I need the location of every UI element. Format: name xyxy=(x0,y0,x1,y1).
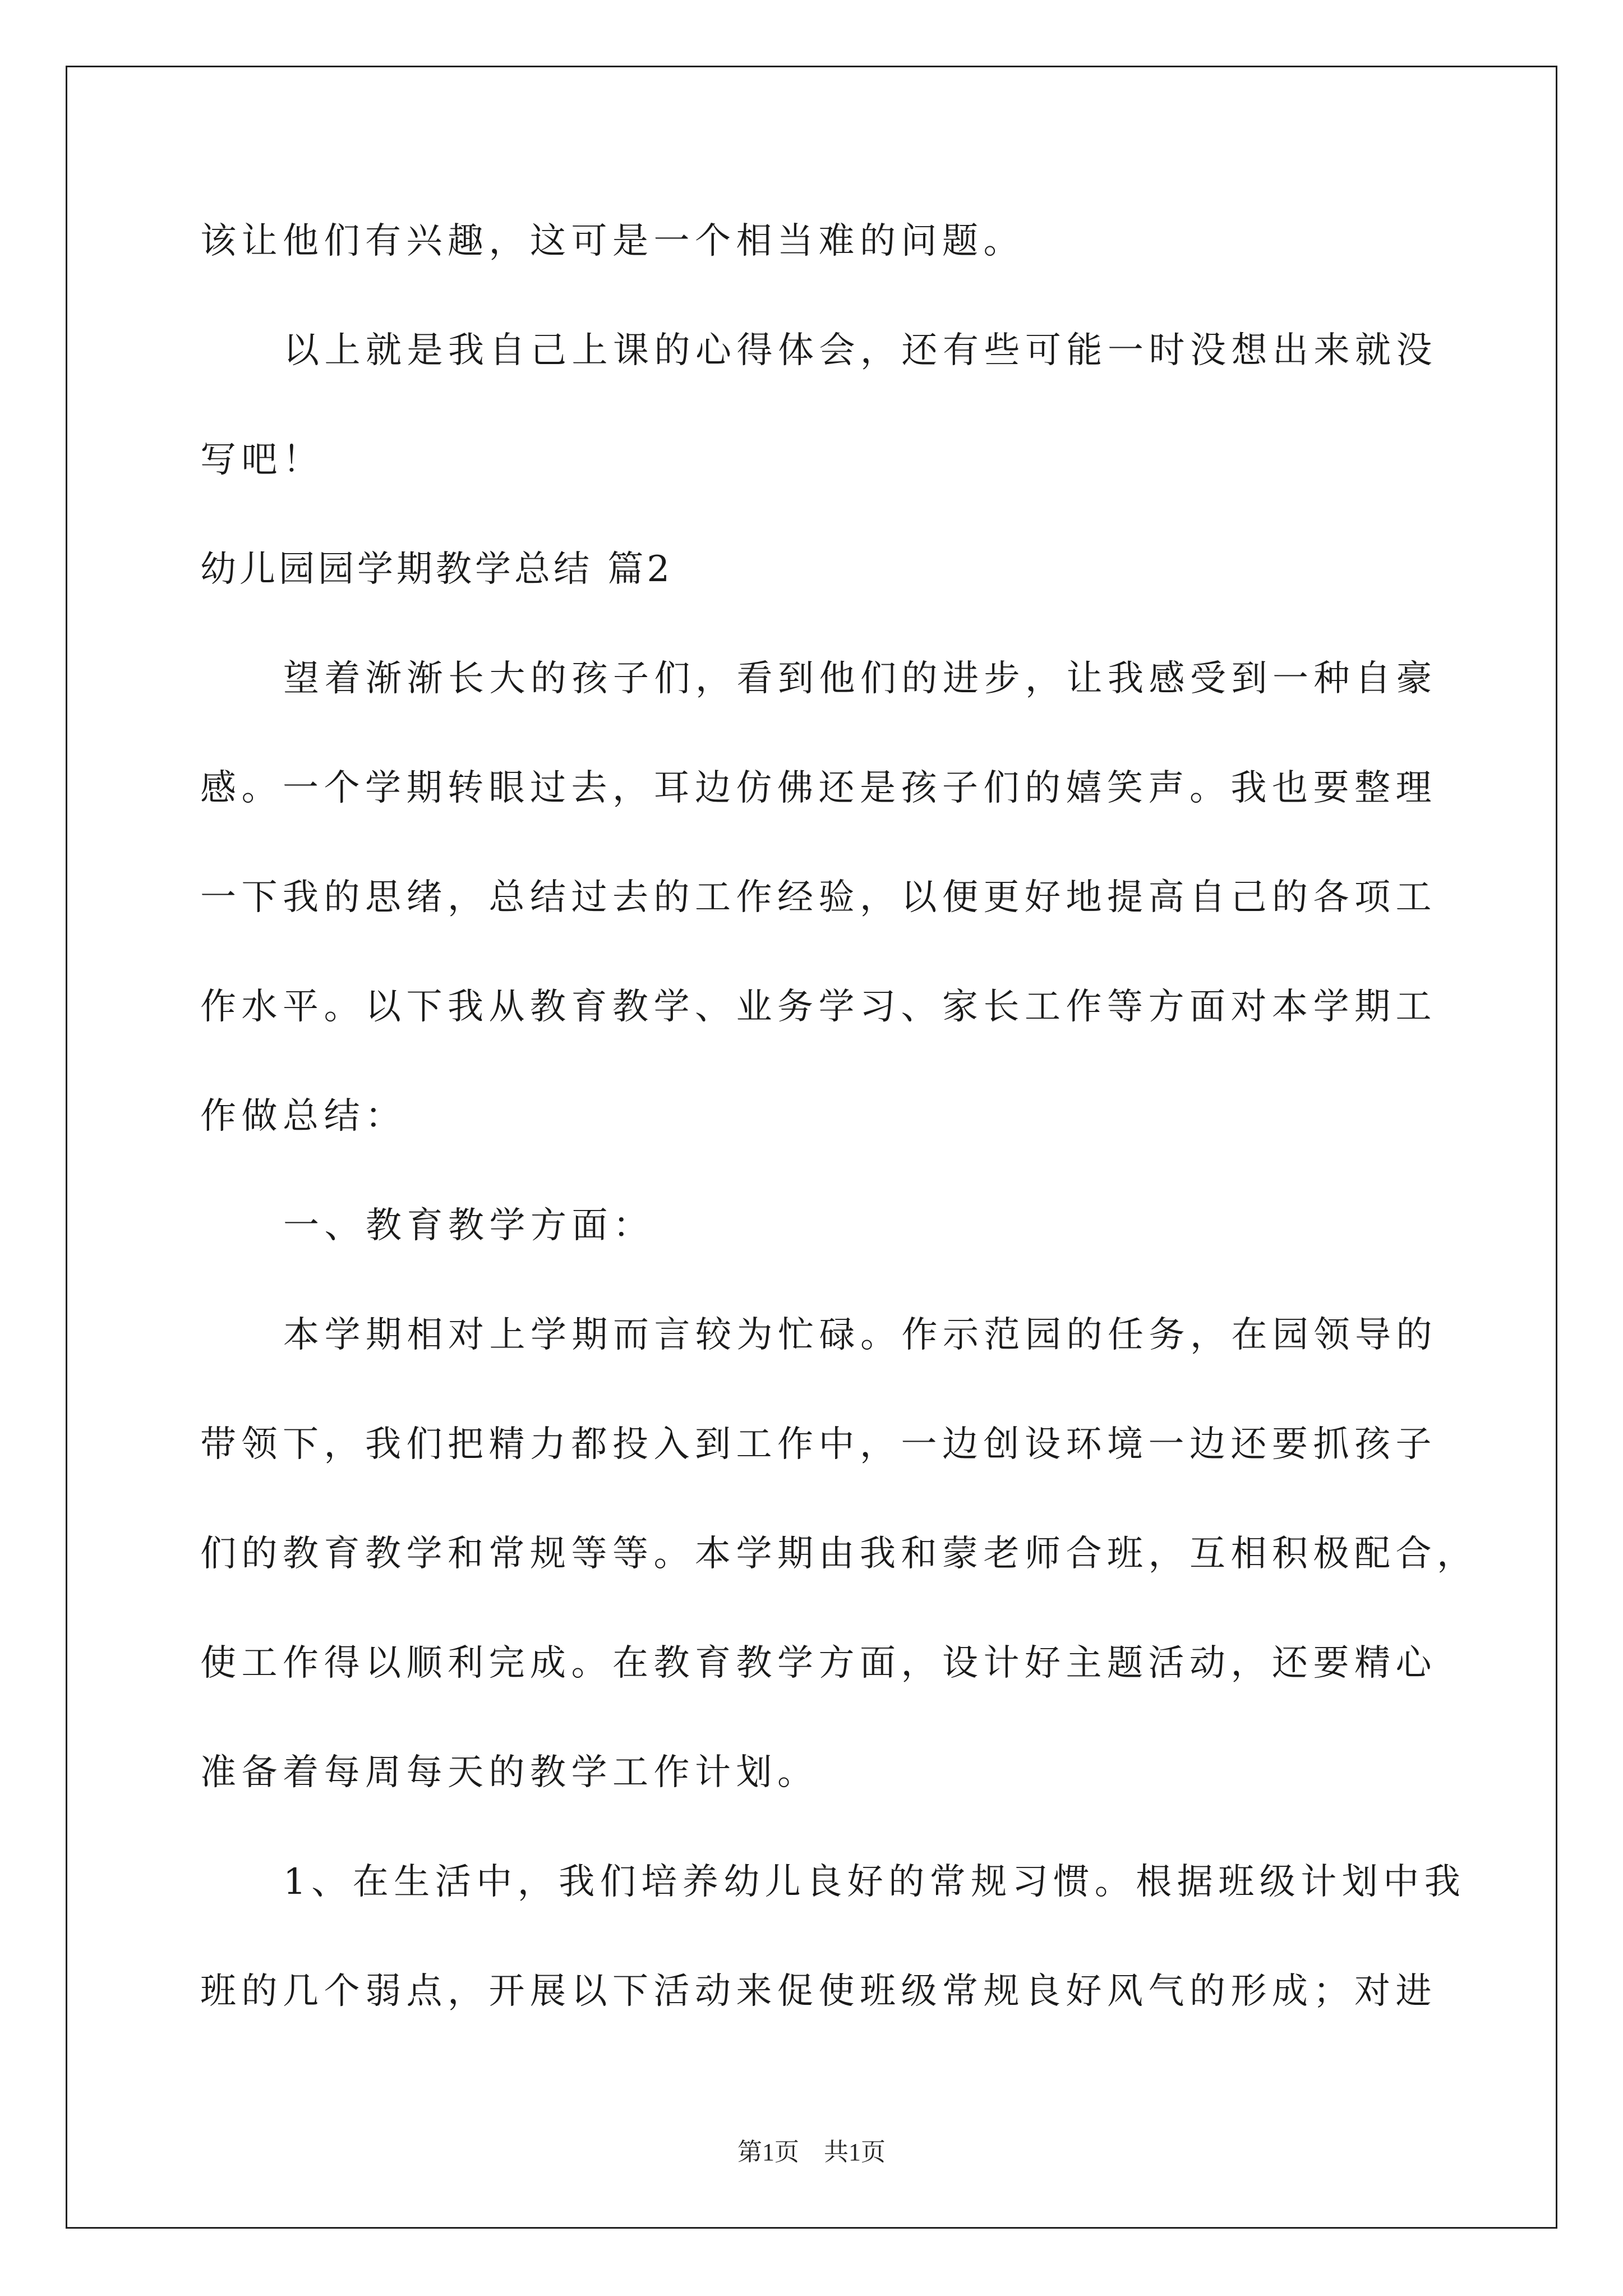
paragraph-line: 们的教育教学和常规等等。本学期由我和蒙老师合班，互相积极配合， xyxy=(200,1533,1478,1575)
paragraph-line: 写吧！ xyxy=(200,439,324,481)
page-number-footer: 第1页 共1页 xyxy=(737,2138,886,2166)
paragraph-line: 准备着每周每天的教学工作计划。 xyxy=(200,1752,819,1793)
paragraph-line: 使工作得以顺利完成。在教育教学方面，设计好主题活动，还要精心 xyxy=(200,1642,1437,1684)
paragraph-line: 一下我的思绪，总结过去的工作经验，以便更好地提高自己的各项工 xyxy=(200,877,1437,918)
paragraph-line: 班的几个弱点，开展以下活动来促使班级常规良好风气的形成；对进 xyxy=(200,1971,1437,2012)
paragraph-line: 带领下，我们把精力都投入到工作中，一边创设环境一边还要抓孩子 xyxy=(200,1424,1437,1465)
paragraph-line: 该让他们有兴趣，这可是一个相当难的问题。 xyxy=(200,220,1025,262)
paragraph-line: 作水平。以下我从教育教学、业务学习、家长工作等方面对本学期工 xyxy=(200,986,1437,1028)
paragraph-line: 本学期相对上学期而言较为忙碌。作示范园的任务，在园领导的 xyxy=(283,1314,1437,1356)
section-heading: 幼儿园园学期教学总结 篇2 xyxy=(200,549,674,590)
paragraph-line: 望着渐渐长大的孩子们，看到他们的进步，让我感受到一种自豪 xyxy=(283,658,1437,700)
paragraph-line: 以上就是我自己上课的心得体会，还有些可能一时没想出来就没 xyxy=(283,330,1437,371)
paragraph-line: 感。一个学期转眼过去，耳边仿佛还是孩子们的嬉笑声。我也要整理 xyxy=(200,767,1437,809)
page-border xyxy=(66,66,1557,2229)
paragraph-line: 1、在生活中，我们培养幼儿良好的常规习惯。根据班级计划中我 xyxy=(283,1861,1466,1903)
paragraph-line: 作做总结： xyxy=(200,1096,407,1137)
subsection-heading: 一、教育教学方面： xyxy=(283,1205,654,1246)
